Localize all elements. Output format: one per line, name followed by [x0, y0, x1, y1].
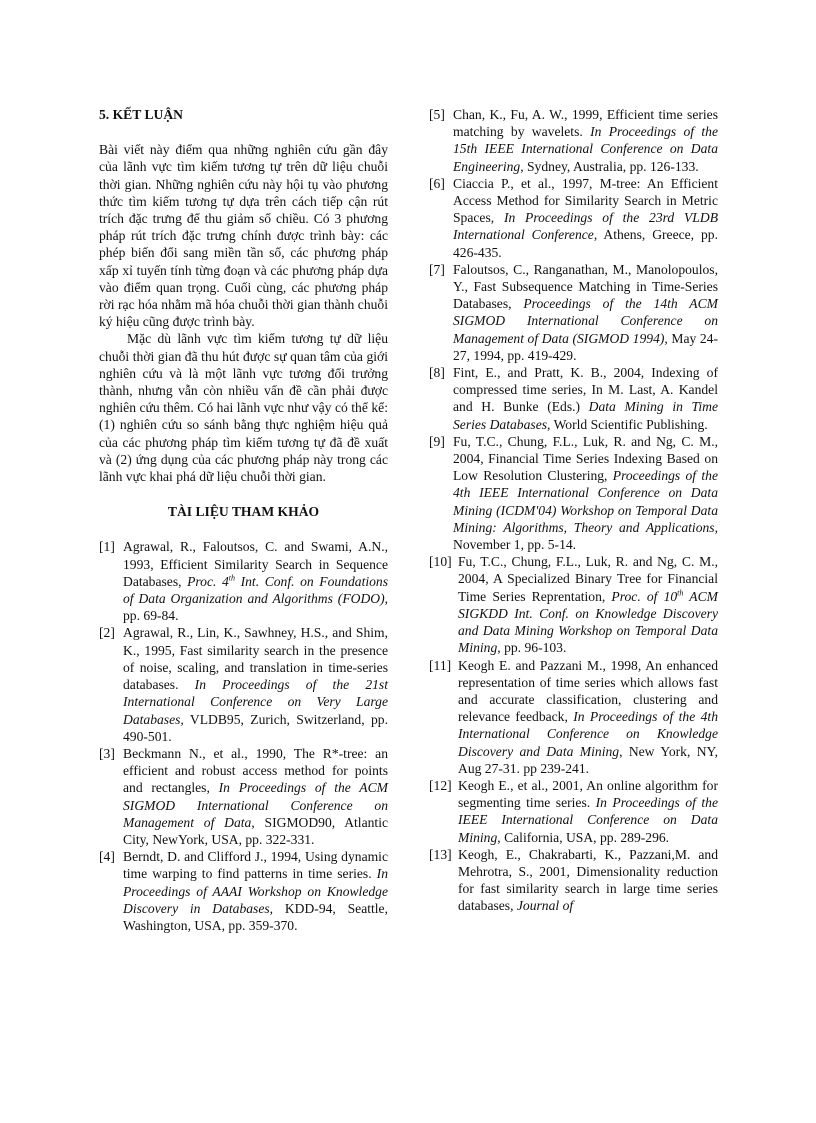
conclusion-paragraph-2: Mặc dù lãnh vực tìm kiếm tương tự dữ liệu chuỗi thời gian đã thu hút được sự quan tâm của giới nghiên cứu và là một lãnh vực tương đối trưởng thành, nhưng vẫn còn nhiều vấn đề cần phải được nghiên cứu thêm. Có hai lãnh vực như vậy có thể kể: (1) nghiên cứu so sánh bằng thực nghiệm hiệu quả của các phương pháp tìm kiếm tương tự đã đề xuất và (2) ứng dụng của các phương pháp này trong các lãnh vực khai phá dữ liệu chuỗi thời gian.	[99, 331, 388, 485]
reference-number: [8]	[429, 365, 445, 381]
reference-10: [10] Fu, T.C., Chung, F.L., Luk, R. and Ng, C. M., 2004, A Specialized Binary Tree for Financial Time Series Reprentation, Proc. of 10th ACM SIGKDD Int. Conf. on Knowledge Discovery and Data Mining Workshop on Temporal Data Mining, pp. 96-103.	[429, 554, 718, 656]
reference-12: [12] Keogh E., et al., 2001, An online algorithm for segmenting time series. In Proceedings of the IEEE International Conference on Data Mining, California, USA, pp. 289-296.	[429, 777, 718, 845]
reference-3: [3] Beckmann N., et al., 1990, The R*-tree: an efficient and robust access method for points and rectangles, In Proceedings of the ACM SIGMOD International Conference on Management of Data, SIGMOD90, Atlantic City, NewYork, USA, pp. 322-331.	[99, 745, 389, 847]
reference-number: [9]	[429, 433, 445, 449]
reference-number: [1]	[99, 539, 115, 555]
reference-number: [2]	[99, 625, 115, 641]
reference-number: [5]	[429, 107, 445, 122]
reference-8: [8] Fint, E., and Pratt, K. B., 2004, Indexing of compressed time series, In M. Last, A. Kandel and H. Bunke (Eds.) Data Mining in Time Series Databases, World Scientific Publishing.	[429, 365, 718, 432]
reference-number: [4]	[99, 849, 115, 865]
reference-number: [13]	[429, 846, 452, 862]
reference-6: [6] Ciaccia P., et al., 1997, M-tree: An Efficient Access Method for Similarity Search in Metric Spaces, In Proceedings of the 23rd VLDB International Conference, Athens, Greece, pp. 426-435.	[429, 175, 718, 260]
reference-11: [11] Keogh E. and Pazzani M., 1998, An enhanced representation of time series which allows fast and accurate classification, clustering and relevance feedback, In Proceedings of the 4th International Conference on Knowledge Discovery and Data Mining, New York, NY, Aug 27-31. pp 239-241.	[429, 657, 718, 776]
left-column	[99, 106, 388, 934]
reference-2: [2] Agrawal, R., Lin, K., Sawhney, H.S., and Shim, K., 1995, Fast similarity search in the presence of noise, scaling, and translation in time-series databases. In Proceedings of the 21st International Conference on Very Large Databases, VLDB95, Zurich, Switzerland, pp. 490-501.	[99, 625, 388, 744]
reference-7: [7] Faloutsos, C., Ranganathan, M., Manolopoulos, Y., Fast Subsequence Matching in Time-Series Databases, Proceedings of the 14th ACM SIGMOD International Conference on Management of Data (SIGMOD 1994), May 24-27, 1994, pp. 419-429.	[429, 261, 718, 363]
right-column	[429, 106, 718, 915]
reference-13: [13] Keogh, E., Chakrabarti, K., Pazzani,M. and Mehrotra, S., 2001, Dimensionality reduction for fast similarity search in large time series databases, Journal of	[429, 846, 718, 914]
conclusion-heading: 5. KẾT LUẬN	[99, 107, 183, 122]
references-heading: TÀI LIỆU THAM KHẢO	[167, 504, 320, 520]
reference-number: [6]	[429, 175, 445, 191]
reference-5: [5] Chan, K., Fu, A. W., 1999, Efficient time series matching by wavelets. In Proceedings of the 15th IEEE International Conference on Data Engineering, Sydney, Australia, pp. 126-133.	[429, 107, 718, 174]
reference-number: [11]	[429, 657, 452, 673]
reference-4: [4] Berndt, D. and Clifford J., 1994, Using dynamic time warping to find patterns in time series. In Proceedings of AAAI Workshop on Knowledge Discovery in Databases, KDD-94, Seattle, Washington, USA, pp. 359-370.	[99, 849, 388, 933]
conclusion-paragraph-1: Bài viết này điểm qua những nghiên cứu gần đây của lãnh vực tìm kiếm tương tự trên dữ liệu chuỗi thời gian. Những nghiên cứu này hội tụ vào phương thức tìm kiếm tương tự dựa trên cách tiếp cận rút trích đặc trưng để thu giảm số chiều. Có 3 phương pháp rút trích đặc trưng chính được trình bày: các phép biến đổi sang miền tần số, các phương pháp xấp xỉ tuyến tính từng đoạn và các phương pháp dựa vào điểm quan trọng. Cuối cùng, các phương pháp rời rạc hóa nhằm mã hóa chuỗi thời gian thành chuỗi ký hiệu cũng được trình bày.	[99, 142, 388, 330]
reference-number: [10]	[429, 554, 452, 570]
reference-number: [7]	[429, 261, 445, 277]
reference-number: [3]	[99, 745, 115, 761]
reference-9: [9] Fu, T.C., Chung, F.L., Luk, R. and Ng, C. M., 2004, Financial Time Series Indexing Based on Low Resolution Clustering, Proceedings of the 4th IEEE International Conference on Data Mining (ICDM'04) Workshop on Temporal Data Mining: Algorithms, Theory and Applications, November 1, pp. 5-14.	[429, 433, 718, 553]
reference-number: [12]	[429, 777, 452, 793]
reference-1: [1] Agrawal, R., Faloutsos, C. and Swami, A.N., 1993, Efficient Similarity Search in Sequence Databases, Proc. 4th Int. Conf. on Foundations of Data Organization and Algorithms (FODO), pp. 69-84.	[99, 539, 389, 624]
